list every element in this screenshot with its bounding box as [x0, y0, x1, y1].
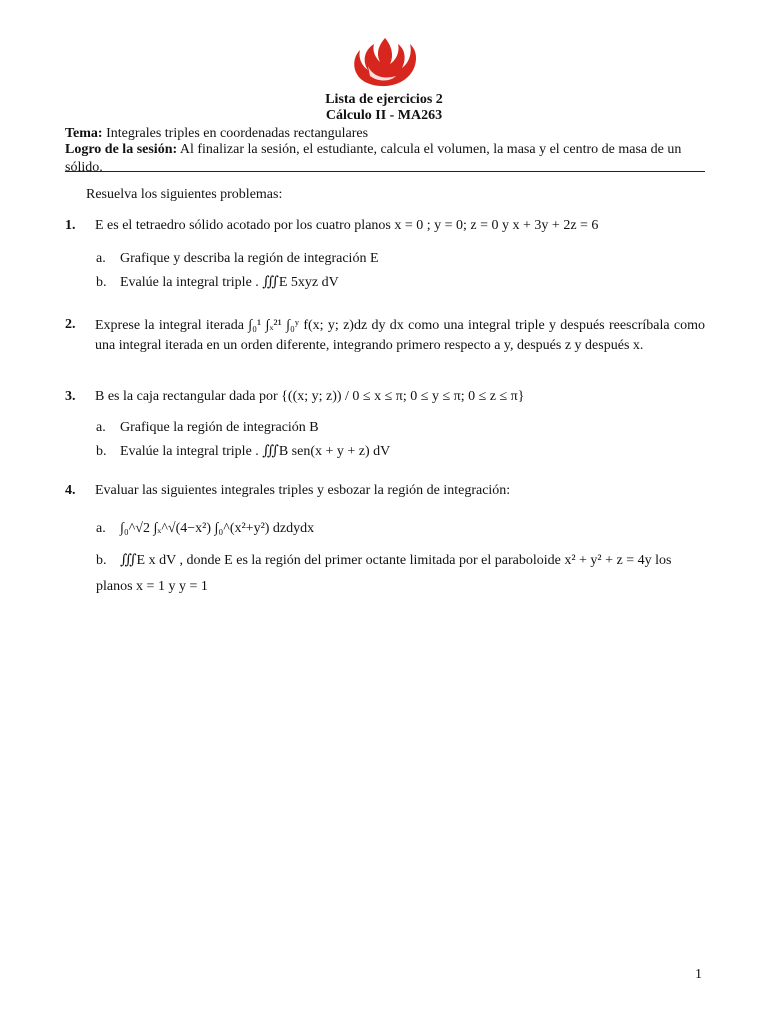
sub-text: ∭E x dV , donde E es la región del primer octante limitada por el paraboloide x² + y² + z = 4y los planos x = 1 y y = 1	[96, 553, 672, 594]
problem-text: E es el tetraedro sólido acotado por los cuatro planos x = 0 ; y = 0; z = 0 y x + 3y + 2z = 6	[95, 218, 599, 233]
problem-3	[65, 388, 705, 406]
problem-4-b	[96, 548, 706, 600]
header-divider	[65, 171, 705, 172]
sub-label: b.	[96, 444, 107, 459]
problem-number: 3.	[65, 389, 76, 404]
problem-text: Evaluar las siguientes integrales triples y esbozar la región de integración:	[95, 483, 511, 498]
sub-label: a.	[96, 521, 106, 536]
sub-text: Evalúe la integral triple . ∭E 5xyz dV	[120, 275, 339, 290]
problem-number: 4.	[65, 483, 76, 498]
sub-label: b.	[96, 275, 107, 290]
tema-line	[65, 125, 705, 143]
problem-1-a	[96, 250, 706, 268]
problem-2	[65, 316, 705, 356]
problem-1	[65, 217, 705, 235]
problem-text: B es la caja rectangular dada por {((x; y; z)) / 0 ≤ x ≤ π; 0 ≤ y ≤ π; 0 ≤ z ≤ π}	[95, 389, 525, 404]
problem-number: 2.	[65, 317, 76, 332]
tema-label: Tema:	[65, 126, 103, 141]
problem-1-b	[96, 274, 706, 292]
tema-text: Integrales triples en coordenadas rectangulares	[102, 126, 369, 141]
logro-text: Al finalizar la sesión, el estudiante, calcula el volumen, la masa y el centro de masa de un sólido.	[65, 142, 682, 175]
course-title: Cálculo II - MA263	[325, 108, 443, 123]
problem-3-a	[96, 419, 706, 437]
sub-label: b.	[96, 553, 107, 568]
sub-label: a.	[96, 251, 106, 266]
university-logo	[350, 36, 420, 88]
doc-title: Lista de ejercicios 2	[325, 92, 443, 107]
problem-number: 1.	[65, 218, 76, 233]
page-number: 1	[695, 967, 702, 982]
problem-4	[65, 482, 705, 500]
intro-text: Resuelva los siguientes problemas:	[86, 187, 283, 202]
sub-text: Evalúe la integral triple . ∭B sen(x + y + z) dV	[120, 444, 391, 459]
sub-text: ∫₀^√2 ∫ₓ^√(4−x²) ∫₀^(x²+y²) dzdydx	[120, 521, 315, 536]
sub-text: Grafique y describa la región de integración E	[120, 251, 379, 266]
sub-label: a.	[96, 420, 106, 435]
problem-text: Exprese la integral iterada ∫₀¹ ∫ₓ²¹ ∫₀ʸ f(x; y; z)dz dy dx como una integral triple y después reescríbala como una integral iterada en un orden diferente, integrando primero respecto a y, después z y después x.	[95, 318, 705, 353]
problem-4-a	[96, 520, 706, 538]
problem-3-b	[96, 443, 706, 461]
logro-label: Logro de la sesión:	[65, 142, 178, 157]
sub-text: Grafique la región de integración B	[120, 420, 319, 435]
